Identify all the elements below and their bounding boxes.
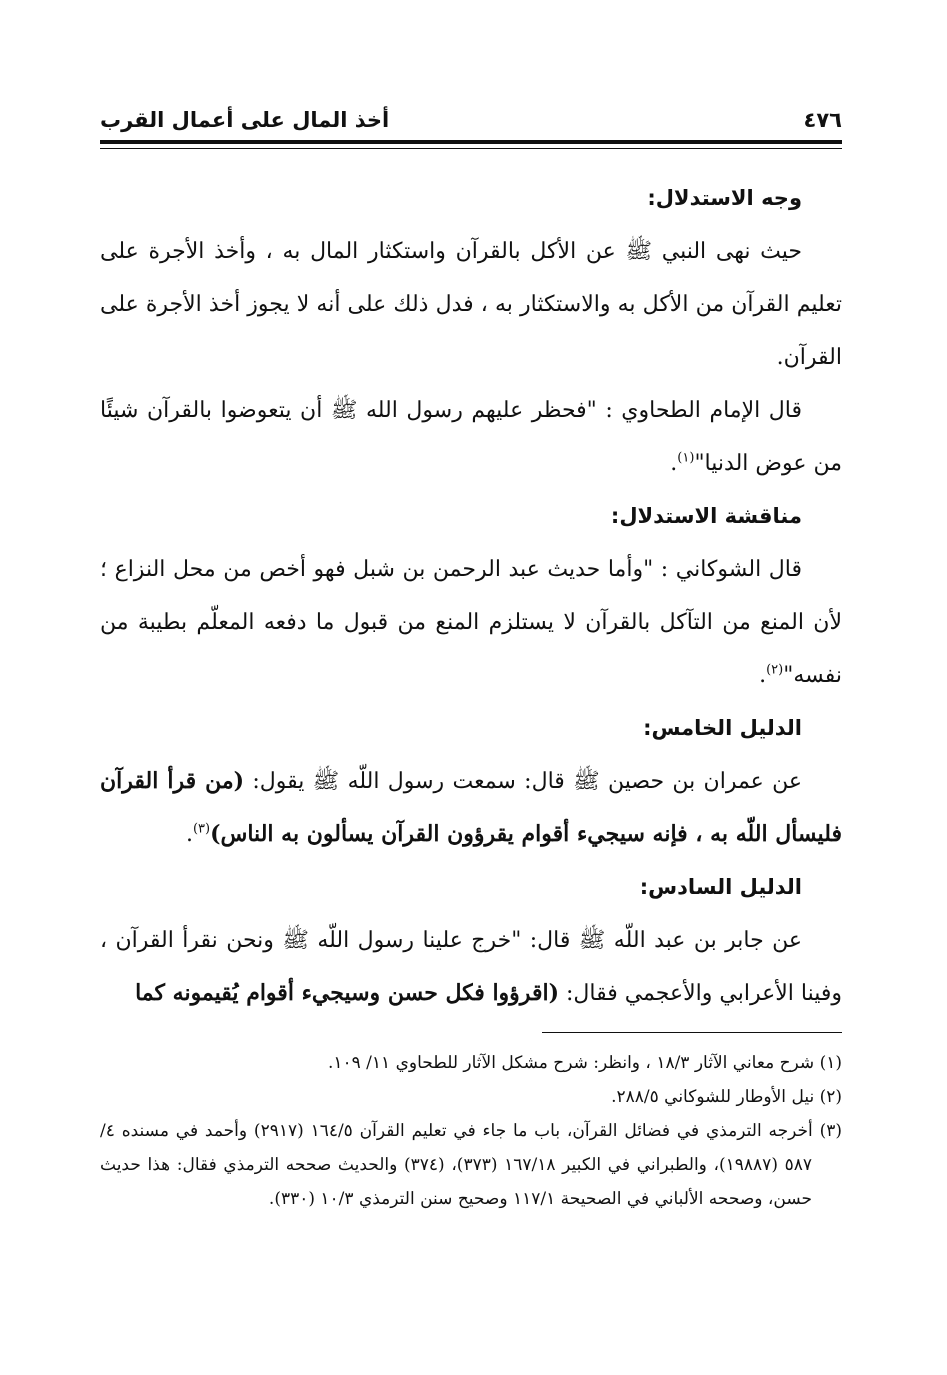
section-heading: الدليل السادس:: [639, 875, 802, 899]
hadith-paragraph: [100, 914, 842, 1020]
footnotes: [100, 1046, 842, 1216]
hadith-paragraph: عن عمران بن حصين ﷺ قال: سمعت رسول اللّه ﷺ يقول: (من قرأ القرآن فليسأل اللّه به ، فإنه سيجيء أقوام يقرؤون القرآن يسألون به الناس)$^{(٣)}$.: [100, 768, 842, 847]
footnote-separator: [542, 1032, 842, 1033]
main-text: [100, 172, 842, 1020]
footnote-ref: (٣): [192, 821, 211, 837]
quote-paragraph: قال الشوكاني : "وأما حديث عبد الرحمن بن شبل فهو أخص من محل النزاع ؛ لأن المنع من التآكل بالقرآن لا يستلزم المنع من قبول ما دفعه المعلّم بطيبة من نفسه"$^{(٢)}$.: [100, 557, 842, 688]
quote-text: قال الشوكاني : "وأما حديث عبد الرحمن بن شبل فهو أخص من محل النزاع ؛ لأن المنع من التآكل بالقرآن لا يستلزم المنع من قبول ما دفعه المعلّم بطيبة من نفسه": [100, 557, 842, 688]
header-rule-thin: [100, 148, 842, 149]
footnote: (٣) أخرجه الترمذي في فضائل القرآن، باب ما جاء في تعليم القرآن ١٦٤/٥ (٢٩١٧) وأحمد في مسنده ٤/ ٥٨٧ (١٩٨٨٧)، والطبراني في الكبير ١٦٧/١٨ (٣٧٣)، (٣٧٤) والحديث صححه الترمذي فقال: هذا حديث حسن، وصححه الألباني في الصحيحة ١١٧/١ وصحيح سنن الترمذي ١٠/٣ (٣٣٠).: [100, 1121, 842, 1209]
narration-intro: عن جابر بن عبد اللّه ﷺ قال: "خرج علينا رسول اللّه ﷺ ونحن نقرأ القرآن ، وفينا الأعرابي والأعجمي فقال:: [100, 928, 842, 1006]
footnote-ref: (١): [677, 450, 695, 466]
running-title: أخذ المال على أعمال القرب: [100, 108, 390, 132]
footnote: (١) شرح معاني الآثار ١٨/٣ ، وانظر: شرح مشكل الآثار للطحاوي ١١/ ١٠٩.: [327, 1053, 842, 1073]
quote-text: قال الإمام الطحاوي : "فحظر عليهم رسول الله ﷺ أن يتعوضوا بالقرآن شيئًا من عوض الدنيا": [100, 398, 842, 476]
hadith-text: (اقرؤوا فكل حسن وسيجيء أقوام يُقيمونه كما: [135, 980, 559, 1006]
page-header: [100, 98, 842, 132]
narration-intro: عن عمران بن حصين ﷺ قال: سمعت رسول اللّه ﷺ يقول:: [244, 769, 802, 794]
section-heading: الدليل الخامس:: [643, 716, 802, 740]
paragraph: حيث نهى النبي ﷺ عن الأكل بالقرآن واستكثار المال به ، وأخذ الأجرة على تعليم القرآن من الأكل به والاستكثار به ، فدل ذلك على أنه لا يجوز أخذ الأجرة على القرآن.: [100, 239, 842, 370]
footnote-ref: (٢): [766, 662, 784, 678]
page-number: ٤٧٦: [803, 108, 842, 132]
section-heading: وجه الاستدلال:: [647, 186, 802, 210]
footnote: (٢) نيل الأوطار للشوكاني ٢٨٨/٥.: [611, 1087, 842, 1107]
header-rule-thick: [100, 140, 842, 144]
quote-paragraph: قال الإمام الطحاوي : "فحظر عليهم رسول الله ﷺ أن يتعوضوا بالقرآن شيئًا من عوض الدنيا"$^{(١)}$.: [100, 398, 842, 476]
section-heading: مناقشة الاستدلال:: [610, 504, 802, 528]
hadith-text: (من قرأ القرآن فليسأل اللّه به ، فإنه سيجيء أقوام يقرؤون القرآن يسألون به الناس): [100, 768, 842, 847]
